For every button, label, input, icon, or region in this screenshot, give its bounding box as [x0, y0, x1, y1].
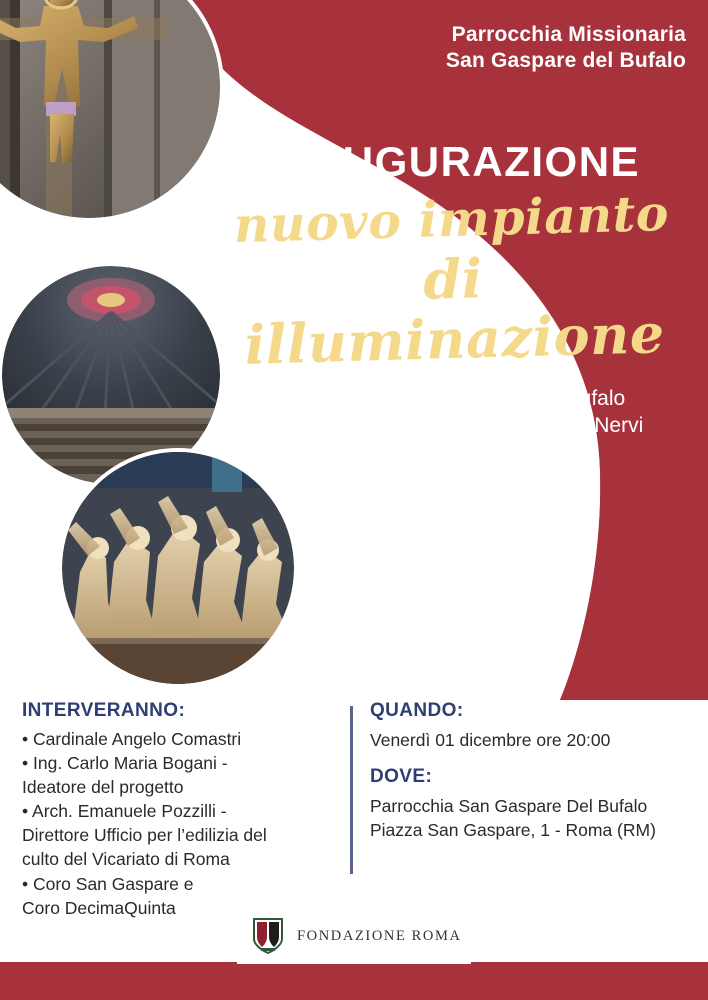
- list-item: culto del Vicariato di Roma: [22, 849, 230, 870]
- where-line-1: Parrocchia San Gaspare Del Bufalo: [370, 796, 648, 817]
- list-item: • Cardinale Angelo Comastri: [22, 729, 242, 749]
- page-title: INAUGURAZIONE: [265, 138, 641, 185]
- title-block: [218, 140, 688, 440]
- where-heading: DOVE:: [370, 766, 433, 788]
- when-heading: QUANDO:: [370, 700, 464, 721]
- fondazione-roma-crest-icon: [251, 917, 285, 955]
- parish-line-2: San Gaspare del Bufalo: [445, 49, 686, 73]
- sponsor-name: FONDAZIONE ROMA: [297, 927, 462, 944]
- list-item: • Ing. Carlo Maria Bogani -: [22, 753, 228, 774]
- parish-name: [446, 22, 686, 75]
- subtitle-line-1: della Chiesa San Gaspare del Bufalo: [280, 386, 626, 410]
- sponsor-logo: [237, 908, 471, 964]
- photo-church-interior-dome: [2, 266, 220, 484]
- title-script-line-2: di illuminazione: [243, 246, 666, 378]
- speakers-list: [22, 728, 322, 920]
- speakers-heading: INTERVERANNO:: [22, 700, 186, 721]
- bottom-red-band: [0, 962, 708, 1000]
- parish-line-1: Parrocchia Missionaria: [451, 23, 686, 46]
- subtitle: [218, 386, 688, 440]
- list-item: Direttore Ufficio per l’edilizia del: [22, 825, 267, 846]
- list-item: • Arch. Emanuele Pozzilli -: [22, 801, 227, 822]
- vertical-divider: [350, 706, 353, 874]
- speakers-column: [22, 700, 322, 921]
- where-line-2: Piazza San Gaspare, 1 - Roma (RM): [370, 820, 656, 841]
- photo-sculpture-relief-figures: [62, 452, 294, 684]
- list-item: Ideatore del progetto: [22, 777, 184, 798]
- subtitle-line-2: progettata dall’Ingegnere Pier Luigi Nervi: [262, 413, 644, 437]
- list-item: • Coro San Gaspare e: [22, 873, 194, 894]
- details-column: [370, 700, 680, 842]
- title-script-line-1: nuovo impianto: [232, 184, 670, 255]
- list-item: Coro DecimaQuinta: [22, 897, 176, 918]
- when-value: Venerdì 01 dicembre ore 20:00: [370, 730, 611, 750]
- title-script: [216, 186, 691, 377]
